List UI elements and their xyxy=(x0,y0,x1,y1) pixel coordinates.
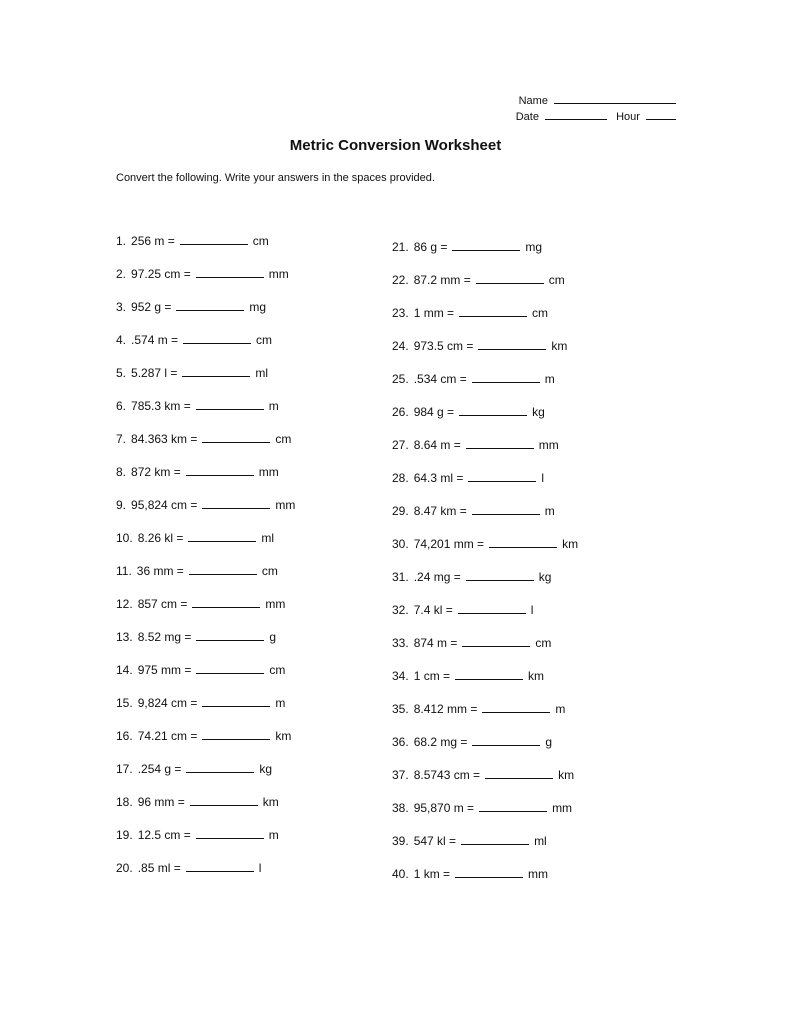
target-unit: ml xyxy=(534,834,547,848)
conversion-problem xyxy=(392,667,578,700)
conversion-problem xyxy=(116,331,295,364)
problem-number: 8. xyxy=(116,465,127,479)
answer-blank[interactable] xyxy=(472,502,540,515)
target-unit: l xyxy=(530,603,534,617)
problem-number: 1. xyxy=(116,234,127,248)
problem-number: 11. xyxy=(116,564,132,578)
target-unit: mm xyxy=(268,267,289,281)
target-unit: km xyxy=(558,768,575,782)
target-unit: cm xyxy=(275,432,292,446)
target-unit: mm xyxy=(265,597,286,611)
hour-blank[interactable] xyxy=(646,108,676,120)
problem-given: .254 g = xyxy=(137,762,182,776)
answer-blank[interactable] xyxy=(459,304,527,317)
date-hour-row xyxy=(480,108,676,124)
problem-given: 9,824 cm = xyxy=(137,696,198,710)
problem-number: 23. xyxy=(392,306,409,320)
worksheet-title: Metric Conversion Worksheet xyxy=(289,137,502,154)
conversion-problem xyxy=(392,304,578,337)
conversion-problem xyxy=(116,298,295,331)
target-unit: cm xyxy=(548,273,565,287)
answer-blank[interactable] xyxy=(192,595,260,608)
conversion-problem xyxy=(392,436,578,469)
target-unit: mm xyxy=(275,498,296,512)
target-unit: mm xyxy=(258,465,279,479)
problem-given: 1 mm = xyxy=(413,306,455,320)
problem-number: 15. xyxy=(116,696,133,710)
date-blank[interactable] xyxy=(545,108,607,120)
problem-given: 5.287 l = xyxy=(131,366,178,380)
answer-blank[interactable] xyxy=(458,601,526,614)
answer-blank[interactable] xyxy=(180,232,248,245)
problem-number: 39. xyxy=(392,834,409,848)
conversion-problem xyxy=(392,370,578,403)
problem-given: 95,824 cm = xyxy=(131,498,198,512)
target-unit: cm xyxy=(269,663,286,677)
target-unit: ml xyxy=(255,366,269,380)
answer-blank[interactable] xyxy=(459,403,527,416)
answer-blank[interactable] xyxy=(196,265,264,278)
problem-given: 8.412 mm = xyxy=(413,702,478,716)
problem-given: 8.64 m = xyxy=(413,438,461,452)
answer-blank[interactable] xyxy=(466,568,534,581)
problem-number: 7. xyxy=(116,432,127,446)
problem-number: 18. xyxy=(116,795,133,809)
problem-number: 10. xyxy=(116,531,133,545)
conversion-problem xyxy=(392,469,578,502)
conversion-problem xyxy=(392,337,578,370)
problem-given: 87.2 mm = xyxy=(413,273,471,287)
problem-given: .85 ml = xyxy=(137,861,181,875)
problem-given: 12.5 cm = xyxy=(137,828,191,842)
problem-number: 13. xyxy=(116,630,133,644)
problem-number: 35. xyxy=(392,702,409,716)
target-unit: cm xyxy=(535,636,552,650)
answer-blank[interactable] xyxy=(190,793,258,806)
conversion-problem xyxy=(392,865,578,898)
target-unit: km xyxy=(262,795,279,809)
answer-blank[interactable] xyxy=(202,496,270,509)
problem-given: 547 kl = xyxy=(413,834,457,848)
problem-number: 30. xyxy=(392,537,409,551)
conversion-problem xyxy=(392,535,578,568)
target-unit: g xyxy=(545,735,553,749)
answer-blank[interactable] xyxy=(182,364,250,377)
conversion-problem xyxy=(116,694,295,727)
instructions: Convert the following. Write your answers in the spaces provided. xyxy=(116,172,435,184)
problem-given: 36 mm = xyxy=(136,564,184,578)
problem-number: 33. xyxy=(392,636,409,650)
answer-blank[interactable] xyxy=(455,865,523,878)
problem-given: .534 cm = xyxy=(413,372,467,386)
target-unit: kg xyxy=(532,405,545,419)
target-unit: kg xyxy=(538,570,552,584)
target-unit: m xyxy=(544,372,555,386)
conversion-problem xyxy=(392,700,578,733)
problem-number: 16. xyxy=(116,729,133,743)
answer-blank[interactable] xyxy=(202,694,270,707)
answer-blank[interactable] xyxy=(183,331,251,344)
problem-given: 64.3 ml = xyxy=(413,471,464,485)
conversion-problem xyxy=(116,265,295,298)
answer-blank[interactable] xyxy=(189,562,257,575)
conversion-problem xyxy=(116,463,295,496)
answer-blank[interactable] xyxy=(186,463,254,476)
conversion-problem xyxy=(392,733,578,766)
target-unit: km xyxy=(528,669,545,683)
problem-column-left xyxy=(116,232,295,892)
problem-number: 36. xyxy=(392,735,409,749)
problem-given: 256 m = xyxy=(131,234,175,248)
answer-blank[interactable] xyxy=(202,727,270,740)
problem-given: 97.25 cm = xyxy=(131,267,191,281)
problem-number: 12. xyxy=(116,597,133,611)
conversion-problem xyxy=(392,832,578,865)
conversion-problem xyxy=(116,628,295,661)
conversion-problem xyxy=(392,766,578,799)
conversion-problem xyxy=(116,232,295,265)
problem-number: 3. xyxy=(116,300,127,314)
problem-given: .574 m = xyxy=(131,333,179,347)
answer-blank[interactable] xyxy=(479,799,547,812)
target-unit: mm xyxy=(528,867,549,881)
answer-blank[interactable] xyxy=(476,271,544,284)
conversion-problem xyxy=(116,595,295,628)
target-unit: m xyxy=(275,696,286,710)
problem-given: 84.363 km = xyxy=(131,432,198,446)
problem-number: 9. xyxy=(116,498,127,512)
conversion-problem xyxy=(116,859,295,892)
name-label: Name xyxy=(518,95,548,107)
answer-blank[interactable] xyxy=(489,535,557,548)
problem-number: 29. xyxy=(392,504,409,518)
target-unit: cm xyxy=(532,306,549,320)
target-unit: ml xyxy=(261,531,275,545)
problem-given: 973.5 cm = xyxy=(413,339,474,353)
conversion-problem xyxy=(116,397,295,430)
conversion-problem xyxy=(392,799,578,832)
problem-number: 21. xyxy=(392,240,409,254)
problem-number: 32. xyxy=(392,603,409,617)
answer-blank[interactable] xyxy=(196,826,264,839)
name-row xyxy=(480,92,676,108)
answer-blank[interactable] xyxy=(196,628,264,641)
answer-blank[interactable] xyxy=(472,370,540,383)
target-unit: kg xyxy=(259,762,273,776)
problem-given: 68.2 mg = xyxy=(413,735,468,749)
problem-given: 8.47 km = xyxy=(413,504,467,518)
student-info-fields xyxy=(480,92,676,124)
problem-given: 7.4 kl = xyxy=(413,603,453,617)
problem-given: 86 g = xyxy=(413,240,448,254)
problem-given: 785.3 km = xyxy=(131,399,191,413)
problem-number: 4. xyxy=(116,333,127,347)
conversion-problem xyxy=(392,403,578,436)
problem-number: 25. xyxy=(392,372,409,386)
target-unit: km xyxy=(562,537,579,551)
conversion-problem xyxy=(116,430,295,463)
problem-number: 34. xyxy=(392,669,409,683)
target-unit: cm xyxy=(261,564,278,578)
answer-blank[interactable] xyxy=(461,832,529,845)
answer-blank[interactable] xyxy=(468,469,536,482)
problem-number: 31. xyxy=(392,570,409,584)
conversion-problem xyxy=(392,601,578,634)
answer-blank[interactable] xyxy=(196,397,264,410)
problem-number: 27. xyxy=(392,438,409,452)
conversion-problem xyxy=(392,238,578,271)
target-unit: m xyxy=(544,504,555,518)
target-unit: l xyxy=(258,861,262,875)
target-unit: cm xyxy=(252,234,269,248)
answer-blank[interactable] xyxy=(452,238,520,251)
problem-number: 40. xyxy=(392,867,409,881)
conversion-problem xyxy=(116,826,295,859)
target-unit: mg xyxy=(249,300,267,314)
problem-number: 2. xyxy=(116,267,127,281)
problem-column-right xyxy=(392,238,578,898)
conversion-problem xyxy=(116,661,295,694)
problem-number: 24. xyxy=(392,339,409,353)
answer-blank[interactable] xyxy=(462,634,530,647)
problem-given: 984 g = xyxy=(413,405,455,419)
problem-number: 37. xyxy=(392,768,409,782)
problem-given: 1 cm = xyxy=(413,669,451,683)
answer-blank[interactable] xyxy=(196,661,264,674)
conversion-problem xyxy=(116,496,295,529)
answer-blank[interactable] xyxy=(202,430,270,443)
problem-number: 6. xyxy=(116,399,127,413)
answer-blank[interactable] xyxy=(478,337,546,350)
target-unit: mm xyxy=(552,801,573,815)
problem-given: 857 cm = xyxy=(137,597,188,611)
problem-number: 28. xyxy=(392,471,409,485)
target-unit: km xyxy=(275,729,292,743)
problem-given: 1 km = xyxy=(413,867,451,881)
target-unit: m xyxy=(268,828,279,842)
date-label: Date xyxy=(515,111,539,123)
problem-given: 95,870 m = xyxy=(413,801,475,815)
problem-given: 975 mm = xyxy=(137,663,192,677)
answer-blank[interactable] xyxy=(188,529,256,542)
problem-number: 17. xyxy=(116,762,133,776)
target-unit: mm xyxy=(538,438,559,452)
problem-given: 874 m = xyxy=(413,636,458,650)
target-unit: m xyxy=(268,399,279,413)
problem-number: 14. xyxy=(116,663,133,677)
target-unit: l xyxy=(541,471,545,485)
problem-given: 96 mm = xyxy=(137,795,185,809)
answer-blank[interactable] xyxy=(186,760,254,773)
answer-blank[interactable] xyxy=(482,700,550,713)
conversion-problem xyxy=(392,568,578,601)
conversion-problem xyxy=(116,529,295,562)
conversion-problem xyxy=(392,634,578,667)
problem-given: .24 mg = xyxy=(413,570,461,584)
target-unit: km xyxy=(551,339,568,353)
problem-given: 74.21 cm = xyxy=(137,729,198,743)
problem-number: 38. xyxy=(392,801,409,815)
name-blank[interactable] xyxy=(554,92,676,104)
conversion-problem xyxy=(392,271,578,304)
problem-given: 952 g = xyxy=(131,300,172,314)
problem-number: 20. xyxy=(116,861,133,875)
problem-given: 8.52 mg = xyxy=(137,630,192,644)
answer-blank[interactable] xyxy=(472,733,540,746)
target-unit: cm xyxy=(256,333,273,347)
problem-given: 8.26 kl = xyxy=(137,531,184,545)
target-unit: g xyxy=(269,630,277,644)
problem-number: 22. xyxy=(392,273,409,287)
conversion-problem xyxy=(116,727,295,760)
conversion-problem xyxy=(116,364,295,397)
problem-number: 26. xyxy=(392,405,409,419)
answer-blank[interactable] xyxy=(186,859,254,872)
problem-given: 872 km = xyxy=(131,465,181,479)
target-unit: m xyxy=(555,702,566,716)
answer-blank[interactable] xyxy=(485,766,553,779)
answer-blank[interactable] xyxy=(466,436,534,449)
conversion-problem xyxy=(392,502,578,535)
conversion-problem xyxy=(116,562,295,595)
conversion-problem xyxy=(116,793,295,826)
problem-given: 8.5743 cm = xyxy=(413,768,481,782)
conversion-problem xyxy=(116,760,295,793)
problem-given: 74,201 mm = xyxy=(413,537,485,551)
hour-label: Hour xyxy=(616,111,640,123)
answer-blank[interactable] xyxy=(455,667,523,680)
answer-blank[interactable] xyxy=(176,298,244,311)
target-unit: mg xyxy=(525,240,543,254)
problem-number: 19. xyxy=(116,828,133,842)
problem-number: 5. xyxy=(116,366,127,380)
